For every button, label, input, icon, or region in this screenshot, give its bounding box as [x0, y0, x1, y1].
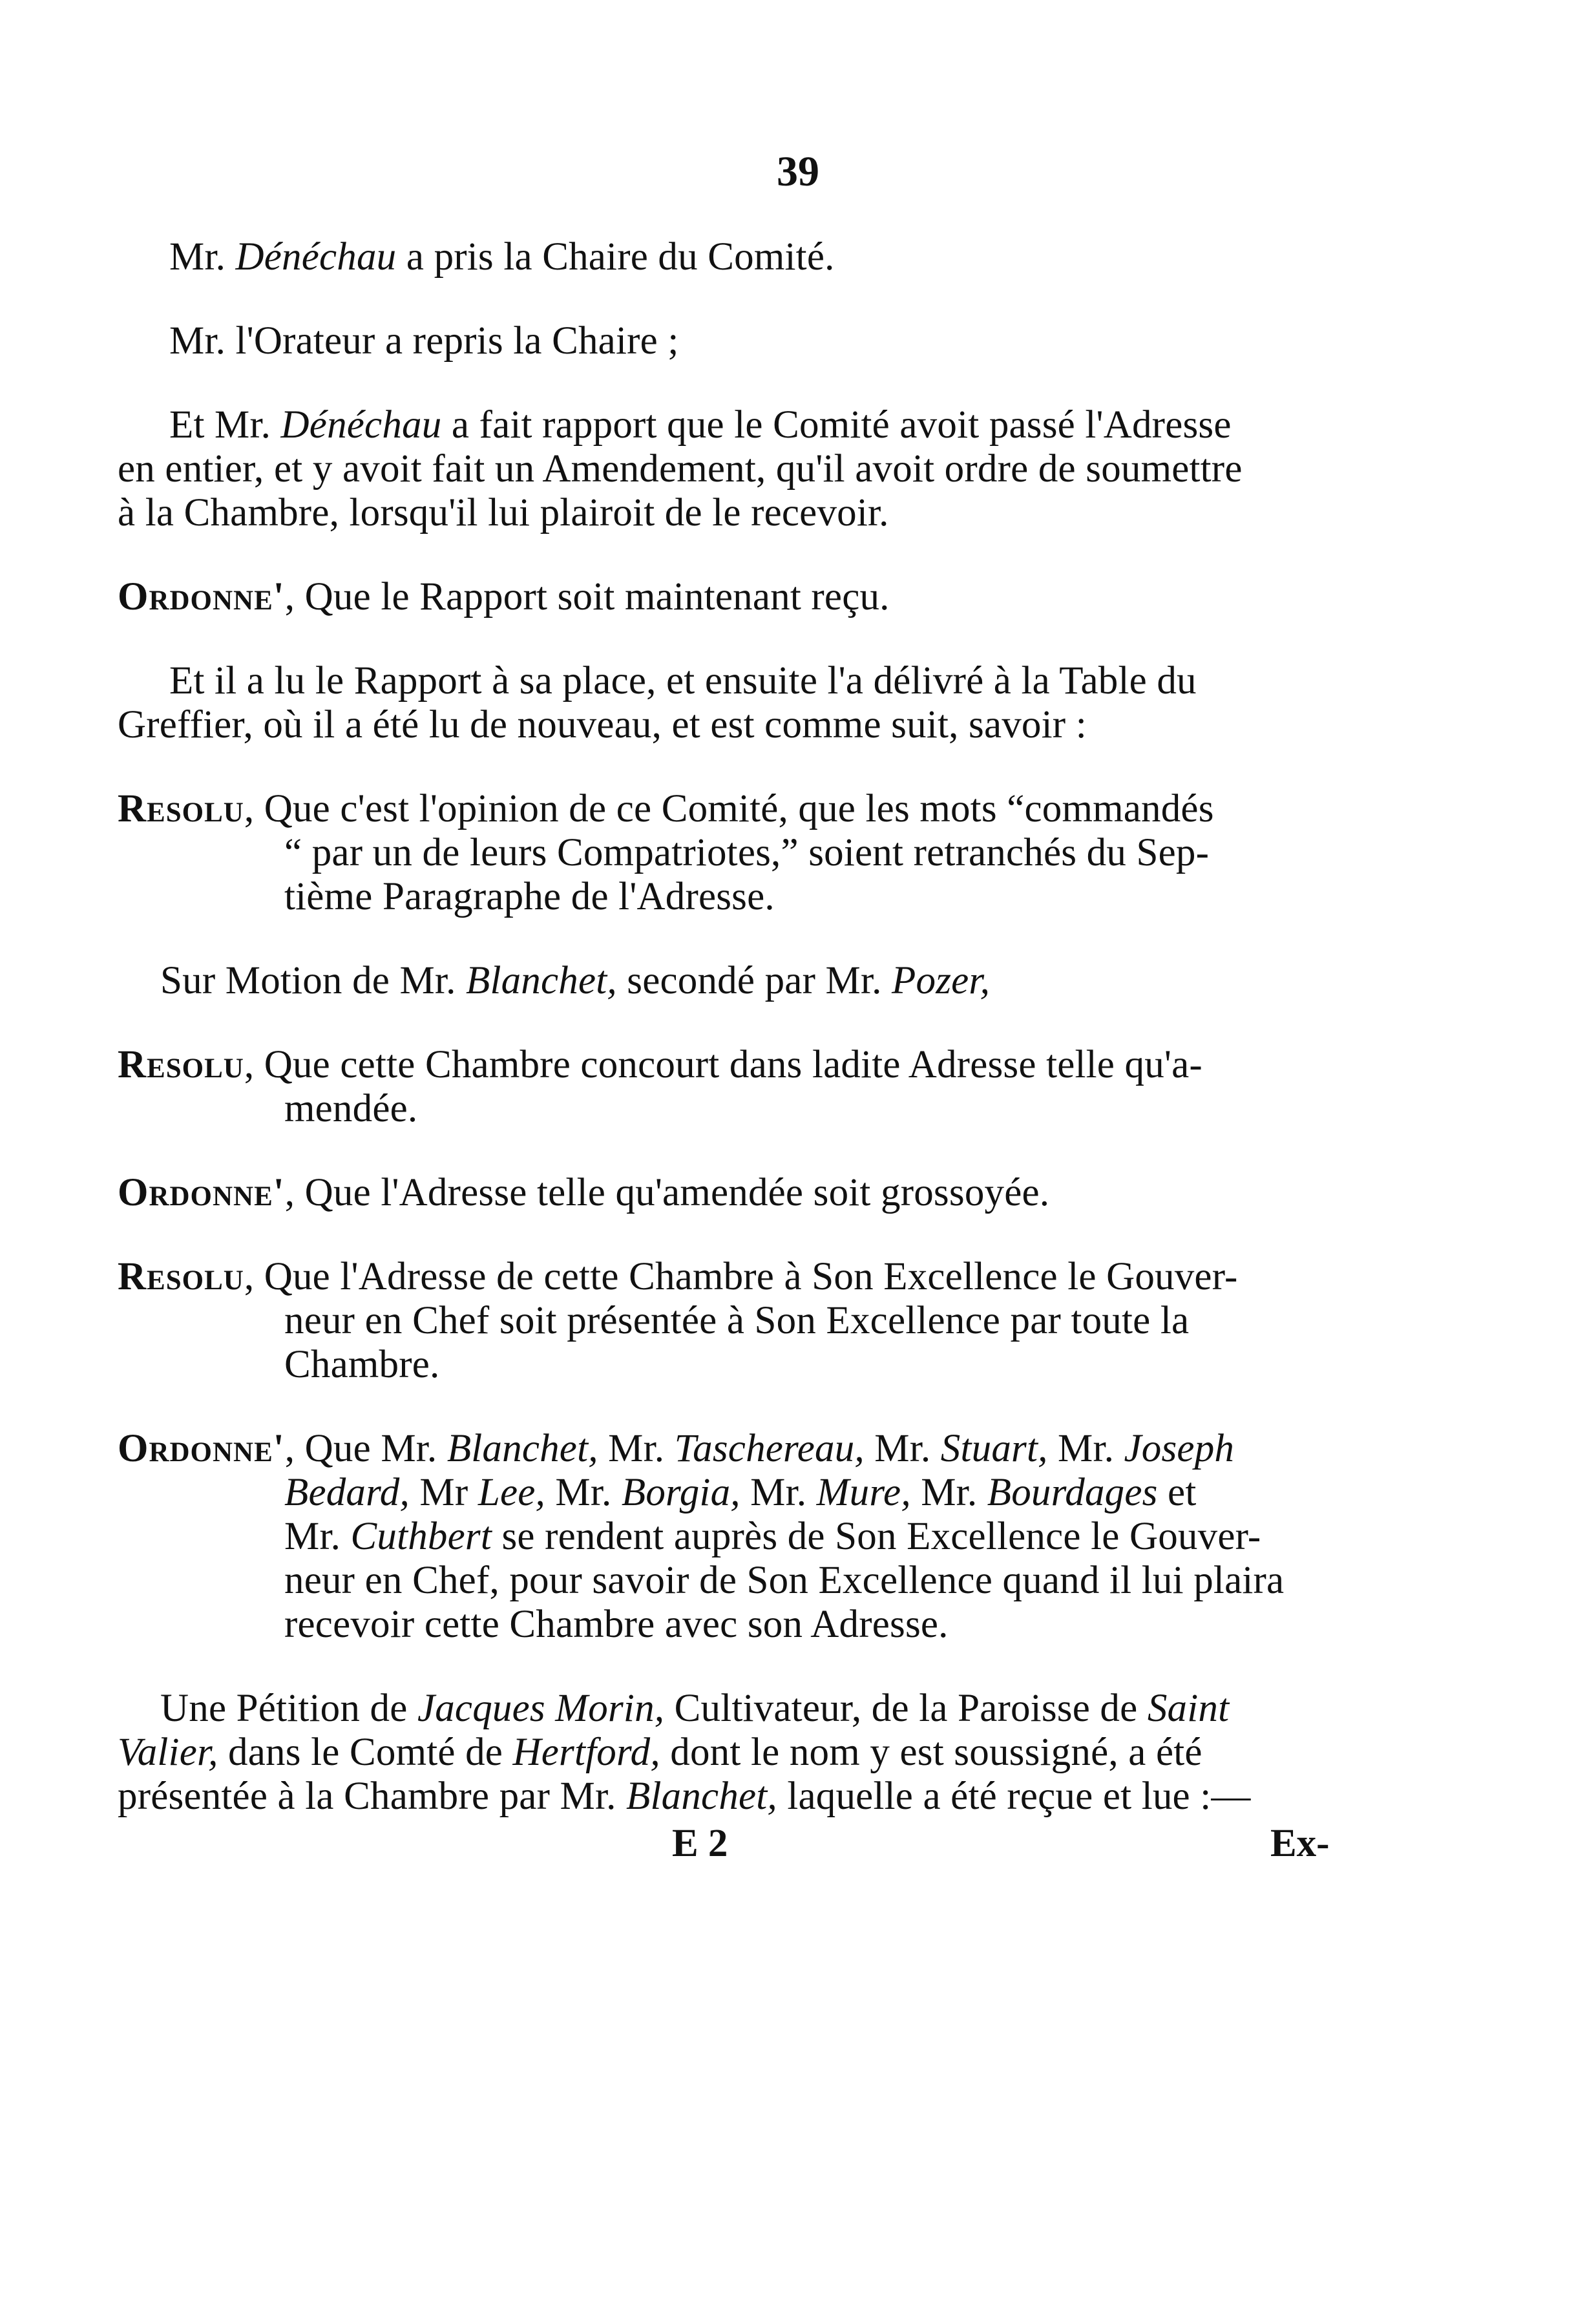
- italic-name: Borgia,: [621, 1471, 740, 1514]
- text-span: Mr: [409, 1471, 478, 1514]
- text-line: [118, 1729, 1202, 1776]
- italic-name: Blanchet,: [465, 959, 617, 1002]
- text-line: [118, 1042, 1202, 1088]
- text-line: [118, 1773, 1251, 1820]
- section-keyword: Resolu: [118, 1255, 244, 1298]
- italic-name: Bedard,: [284, 1471, 410, 1514]
- text-span: Mr.: [864, 1427, 941, 1470]
- text-line: [169, 658, 1197, 704]
- text-line: [284, 1086, 417, 1132]
- text-span: neur en Chef, pour savoir de Son Excellence quand il lui plaira: [284, 1559, 1285, 1602]
- italic-name: Valier,: [118, 1731, 218, 1774]
- text-line: [284, 1342, 439, 1388]
- text-line: [160, 958, 990, 1004]
- italic-name: Joseph: [1124, 1427, 1235, 1470]
- text-span: , Que c'est l'opinion de ce Comité, que les mots “commandés: [244, 787, 1214, 830]
- text-span: en entier, et y avoit fait un Amendement, qu'il avoit ordre de soumettre: [118, 447, 1243, 491]
- text-span: , Que Mr.: [284, 1427, 447, 1470]
- italic-name: Taschereau,: [674, 1427, 865, 1470]
- text-span: , Que cette Chambre concourt dans ladite Adresse telle qu'a-: [244, 1043, 1202, 1086]
- text-line: [118, 490, 889, 536]
- text-line: [284, 1601, 949, 1648]
- italic-name: Pozer,: [892, 959, 991, 1002]
- text-span: se rendent auprès de Son Excellence le Gouver-: [492, 1515, 1261, 1558]
- section-keyword: Resolu: [118, 1043, 244, 1086]
- text-span: Une Pétition de: [160, 1687, 417, 1730]
- text-span: a pris la Chaire du Comité.: [396, 235, 835, 279]
- text-span: “ par un de leurs Compatriotes,” soient retranchés du Sep-: [284, 831, 1210, 874]
- text-span: Mr.: [740, 1471, 817, 1514]
- text-span: Mr.: [284, 1515, 351, 1558]
- text-span: Mr.: [169, 235, 236, 279]
- text-span: Et il a lu le Rapport à sa place, et ensuite l'a délivré à la Table du: [169, 659, 1197, 702]
- italic-name: Bourdages: [987, 1471, 1158, 1514]
- italic-name: Blanchet,: [446, 1427, 598, 1470]
- section-keyword: Ordonne': [118, 575, 285, 618]
- text-span: présentée à la Chambre par Mr.: [118, 1775, 627, 1818]
- text-span: secondé par Mr.: [616, 959, 892, 1002]
- text-line: [118, 786, 1214, 832]
- text-line: [169, 402, 1232, 448]
- italic-name: Lee,: [478, 1471, 545, 1514]
- text-line: [118, 1254, 1238, 1300]
- text-span: Chambre.: [284, 1343, 440, 1386]
- text-span: Et Mr.: [169, 403, 281, 447]
- text-span: tième Paragraphe de l'Adresse.: [284, 875, 775, 918]
- text-line: [284, 830, 1209, 876]
- italic-name: Cuthbert: [350, 1515, 492, 1558]
- italic-name: Blanchet,: [626, 1775, 777, 1818]
- signature-mark: E 2: [672, 1822, 728, 1865]
- text-span: , Que l'Adresse telle qu'amendée soit grossoyée.: [284, 1171, 1050, 1214]
- italic-name: Dénéchau: [280, 403, 442, 447]
- text-span: mendée.: [284, 1087, 418, 1130]
- text-span: neur en Chef soit présentée à Son Excellence par toute la: [284, 1299, 1190, 1342]
- italic-name: Mure,: [816, 1471, 911, 1514]
- text-line: [169, 234, 835, 280]
- text-line: [160, 1685, 1229, 1732]
- text-line: [284, 1514, 1261, 1560]
- italic-name: Saint: [1147, 1687, 1230, 1730]
- text-span: dont le nom y est soussigné, a été: [660, 1731, 1202, 1774]
- italic-name: Jacques Morin,: [417, 1687, 665, 1730]
- text-span: recevoir cette Chambre avec son Adresse.: [284, 1603, 949, 1646]
- text-span: Mr.: [598, 1427, 675, 1470]
- section-keyword: Resolu: [118, 787, 244, 830]
- text-span: à la Chambre, lorsqu'il lui plairoit de le recevoir.: [118, 491, 889, 534]
- text-line: [284, 1557, 1284, 1604]
- text-span: Mr.: [545, 1471, 622, 1514]
- italic-name: Hertford,: [512, 1731, 660, 1774]
- text-line: [118, 1426, 1234, 1472]
- catchword: Ex-: [1270, 1822, 1330, 1865]
- text-line: [284, 874, 775, 920]
- text-line: [118, 702, 1087, 748]
- italic-name: Stuart,: [940, 1427, 1048, 1470]
- text-line: [118, 574, 890, 620]
- text-span: Mr. l'Orateur a repris la Chaire ;: [169, 319, 679, 363]
- text-line: [118, 446, 1243, 492]
- italic-name: Dénéchau: [235, 235, 397, 279]
- page-number: 39: [777, 148, 819, 195]
- section-keyword: Ordonne': [118, 1171, 285, 1214]
- text-span: Mr.: [910, 1471, 987, 1514]
- section-keyword: Ordonne': [118, 1427, 285, 1470]
- text-span: et: [1157, 1471, 1197, 1514]
- text-span: Sur Motion de Mr.: [160, 959, 466, 1002]
- text-span: laquelle a été reçue et lue :—: [777, 1775, 1251, 1818]
- text-span: Mr.: [1047, 1427, 1124, 1470]
- text-span: Cultivateur, de la Paroisse de: [664, 1687, 1148, 1730]
- text-span: a fait rapport que le Comité avoit passé l'Adresse: [441, 403, 1232, 447]
- text-line: [118, 1170, 1049, 1216]
- text-span: dans le Comté de: [218, 1731, 513, 1774]
- text-span: , Que l'Adresse de cette Chambre à Son Excellence le Gouver-: [244, 1255, 1238, 1298]
- text-span: Greffier, où il a été lu de nouveau, et est comme suit, savoir :: [118, 703, 1087, 746]
- text-span: , Que le Rapport soit maintenant reçu.: [284, 575, 890, 618]
- text-line: [284, 1298, 1189, 1344]
- text-line: [284, 1470, 1196, 1516]
- text-line: [169, 318, 678, 364]
